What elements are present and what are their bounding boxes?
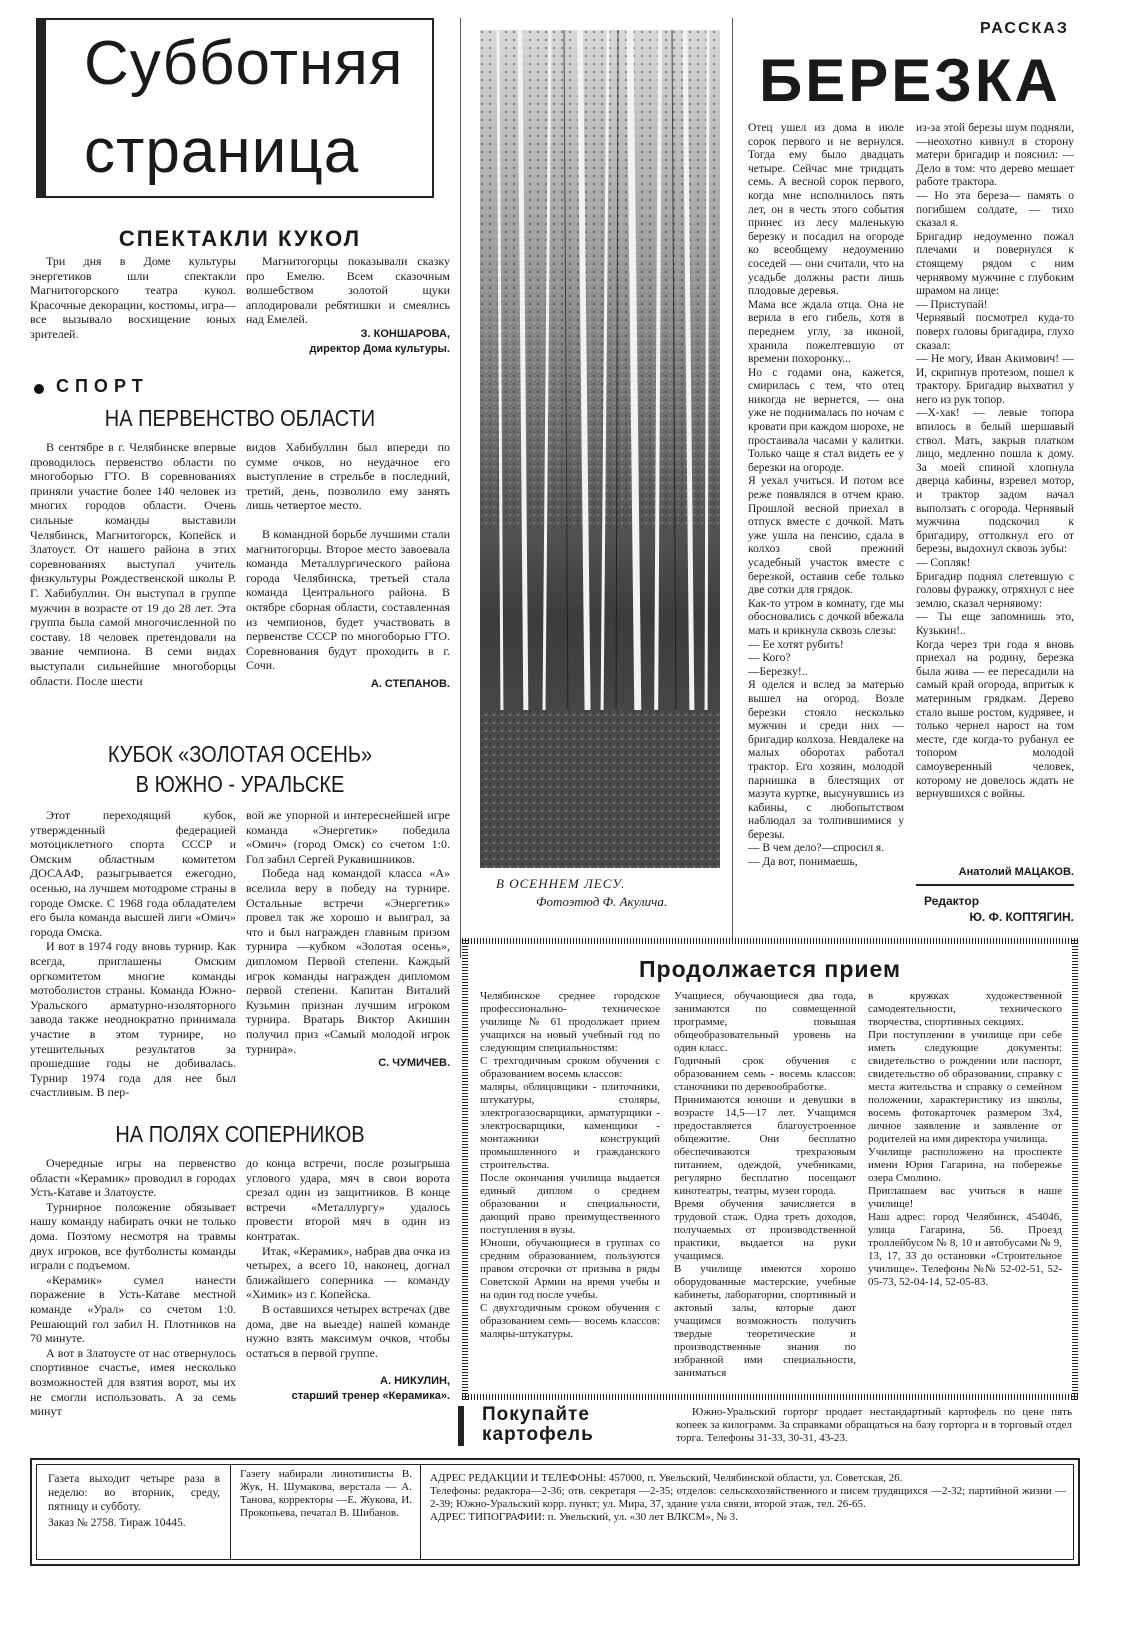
school-title: Продолжается прием	[638, 956, 902, 982]
sport-rubric: СПОРТ	[56, 376, 149, 396]
sport-title: НА ПЕРВЕНСТВО ОБЛАСТИ	[104, 406, 376, 432]
footer-col2: Газету набирали линотиписты В. Жук, Н. Шумакова, верстала — А. Танова, корректоры —Е. Жукова, И. Прокопьева, печатал В. Шибанов.	[240, 1468, 412, 1519]
story-col1	[748, 122, 904, 932]
rivals-sig-name: А. НИКУЛИН,	[380, 1375, 450, 1388]
cup-col1: Этот переходящий кубок, утвержденный федерацией мотоциклетного спорта СССР и Омским областным комитетом ДОСААФ, разыгрывается ежегодно, осенью, на лучшем мотодроме страны в городе Омске. С 1968 года обладателем его была команда высшей лиги «Омич» города Омска. И вот в 1974 году вновь турнир. Как всегда, приглашены Омским оргкомитетом многие команды мотоболистов страны. Команда Южно-Уральского арматурно-изоляторного завода также неоднократно принимала участие в этом турнире, но утешительных результатов за прошедшие годы не добивалась. Турнир 1974 года для нее был счастливым. В пер-	[30, 808, 236, 1100]
story-col2	[916, 122, 1074, 890]
sport-bullet	[34, 384, 44, 394]
story-col1-text: Отец ушел из дома в июле сорок первого и не вернулся. Тогда ему было двадцать четыре. Сейчас мне тридцать семь. А весной сорок первого, когда мне исполнилось пять лет, он в честь этого события принес из лесу маленькую березку и посадил на огороде ко всеобщему недоумению соседей — они считали, что на усадьбе должны расти лишь плодовые деревья. Мама все ждала отца. Она не верила в его гибель, хотя в переднем углу, за иконой, хранила пожелтевшую от времени похоронку... Но с годами она, кажется, смирилась с тем, что отец никогда не вернется, — она уже не поднималась по ночам с кровати при каждом шорохе, не простаивала часами у калитки. Только чаще я стал видеть ее у березки на огороде. Я уехал учиться. И потом все реже появлялся в отчем краю. Прошлой весной приехал в отпуск вместе с дочкой. Мать уже ушла на пенсию, сдала в колхоз свой прежний усадебный участок вместе с березкой, оставив себе только две сотки для грядок. Как-то утром в комнату, где мы обосновались с дочкой вбежала мать и крикнула сквозь слезы: — Ее хотят рубить! — Кого? —Березку!.. Я оделся и вслед за матерью вышел на огород. Возле березки стояло несколько мужчин и среди них — бригадир колхоза. Невдалеке на малых оборотах работал трактор. Его хозяин, молодой парнишка в блестящих от мазута куртке, высунувшись из кабины, с любопытством наблюдал за толпившимися у березы. — В чем дело?—спросил я. — Да вот, понимаешь,	[748, 122, 904, 869]
school-col1: Челябинское среднее городское профессионально- техническое училище № 61 продолжает прием учащихся на новый учебный год по следующим специальностям: С трехгодичным сроком обучения с образованием восемь классов: маляры, облицовщики - плиточники, штукатуры, столяры, электрогазосварщики, арматурщики - электросварщики, каменщики - монтажники конструкций промышленного и гражданского строительства. После окончания училища выдается единый диплом о среднем образовании и специальности, дающий право преимущественного поступления в вузы. Юноши, обучающиеся в группах со средним образованием, пользуются правом отсрочки от призыва в ряды Советской Армии на время учебы и на один год после учебы. С двухгодичным сроком обучения с образованием семь— восемь классов: маляры-штукатуры.	[480, 990, 660, 1340]
puppets-col2: Магнитогорцы показывали сказку про Емелю. Всем сказочным волшебством золотой щуки аплодировали ребятишки и смеялись над Емелей. З. КОНШАРОВА, директор Дома культуры.	[246, 254, 450, 355]
puppets-sig-name: З. КОНШАРОВА,	[360, 327, 450, 340]
puppets-col1: Три дня в Доме культуры энергетиков шли спектакли Магнитогорского театра кукол. Красочные декорации, костюмы, игра— все вызывало восхищение юных зрителей.	[30, 254, 236, 341]
cup-col2: вой же упорной и интереснейшей игре команда «Энергетик» победила «Омич» (город Омск) со счетом 1:0. Гол забил Сергей Рукавишников. Победа над командой класса «А» вселила веру в победу на турнире. Остальные встречи «Энергетик» провел так же хорошо и выиграл, за что и был награжден главным призом турнира —кубком «Золотая осень», дипломом Первой степени. Каждый игрок команды награжден дипломом первой степени. Капитан Виталий Кузьмин признан лучшим игроком турнира. Вратарь Виктор Акишин получил приз «Самый молодой игрок турнира». С. ЧУМИЧЕВ.	[246, 808, 450, 1070]
masthead-line1: Субботняя	[84, 29, 404, 98]
potato-text: Южно-Уральский горторг продает нестандартный картофель по цене пять копеек за килограмм. За справками обращаться на базу горторга и в торговый отдел торга. Телефоны 31-33, 30-31, 43-23.	[676, 1406, 1072, 1445]
cup-sig: С. ЧУМИЧЕВ.	[378, 1057, 450, 1070]
sport-col2: видов Хабибуллин был впереди по сумме очков, но неудачное его выступление в стрельбе в последний, третий, день, позволило ему занять лишь четвертое место. В командной борьбе лучшими стали магнитогорцы. Второе место завоевала команда Металлургического района города Челябинска, третьей стала команда Центрального района. В октябре сборная области, составленная из чемпионов, будет участвовать в первенстве СССР по многоборью ГТО. Соревнования будут проходить в г. Сочи. А. СТЕПАНОВ.	[246, 440, 450, 690]
school-border-top	[462, 938, 1078, 944]
masthead-box	[36, 18, 434, 198]
potato-title2: картофель	[482, 1424, 594, 1445]
photo-divider-left	[460, 18, 461, 958]
editor-label: Редактор	[924, 894, 980, 908]
footer-col3: АДРЕС РЕДАКЦИИ И ТЕЛЕФОНЫ: 457000, п. Увельский, Челябинской области, ул. Советская, 26. Телефоны: редактора—2-36; отв. секретаря —2-35; отделов: сельскохозяйственного и писем трудящихся —2-32; партийной жизни — 2-39; Южно-Уральский корр. пункт; ул. Мира, 37, здание узла связи, второй этаж, тел. 26-65. АДРЕС ТИПОГРАФИИ: п. Увельский, ул. «30 лет ВЛКСМ», № 3.	[430, 1472, 1066, 1523]
cup-title1: КУБОК «ЗОЛОТАЯ ОСЕНЬ»	[107, 742, 373, 768]
rivals-col1: Очередные игры на первенство области «Керамик» проводил в городах Усть-Катаве и Златоусте. Турнирное положение обязывает нашу команду набирать очки не только дома. Поэтому несмотря на травмы двух игроков, все футболисты команды играли с подъемом. «Керамик» сумел нанести поражение в Усть-Катаве местной команде «Урал» со счетом 1:0. Решающий гол забил Н. Плотников на 70 минуте. А вот в Златоусте от нас отвернулось спортивное счастье, имея несколько возможностей для взятия ворот, мы их не смогли использовать. А за семь минут	[30, 1156, 236, 1419]
cup-title2: В ЮЖНО - УРАЛЬСКЕ	[135, 772, 345, 798]
potato-title1: Покупайте	[482, 1404, 590, 1425]
story-label: РАССКАЗ	[980, 20, 1069, 37]
forest-image	[480, 30, 720, 868]
school-border-right	[1072, 938, 1078, 1400]
editor-name: Ю. Ф. КОПТЯГИН.	[969, 910, 1074, 924]
photo-divider-right	[732, 18, 733, 938]
puppets-title: СПЕКТАКЛИ КУКОЛ	[118, 226, 362, 251]
school-col2: Учащиеся, обучающиеся два года, занимаются по совмещенной программе, повышая общеобразовательный уровень на один класс. Годичный срок обучения с образованием семь - восемь классов: станочники по деревообработке. Принимаются юноши и девушки в возрасте 14,5—17 лет. Учащимся предоставляется благоустроенное общежитие. Они бесплатно обеспечиваются трехразовым питанием, одеждой, учебниками, регулярно бесплатно посещают кинотеатры, театры, музеи города. Время обучения зачисляется в трудовой стаж. Одна треть доходов, получаемых от производственной практики, выдается на руки учащимся. В училище имеются хорошо оборудованные мастерские, учебные кабинеты, лаборатории, спортивный и актовый залы, которые дают учащимся возможность получить твердые теоретические и производственные знания по избранной ими специальности, заниматься	[674, 990, 856, 1379]
masthead-line2: страница	[84, 117, 360, 186]
footer-div1	[230, 1464, 231, 1560]
photo-caption-1: В ОСЕННЕМ ЛЕСУ.	[496, 876, 626, 891]
school-col3: в кружках художественной самодеятельности, технического творчества, спортивных секциях. При поступлении в училище при себе иметь следующие документы: свидетельство о рождении или паспорт, свидетельство об образовании, справку с места жительства и справку о семейном положении, характеристику из школы, восемь фотокарточек размером 3х4, личное заявление и заявление от родителей на имя директора училища. Училище расположено на проспекте имени Юрия Гагарина, на побережье озера Смолино. Приглашаем вас учиться в наше училище! Наш адрес: город Челябинск, 454046, улица Гагарина, 56. Проезд троллейбусом № 8, 10 и автобусами № 9, 13, 17, 33 до остановки «Строительное училище». Телефоны №№ 52-02-51, 52-05-73, 52-04-14, 52-05-83.	[868, 990, 1062, 1288]
footer-div2	[420, 1464, 421, 1560]
forest-photo	[480, 30, 720, 868]
rivals-sig-role: старший тренер «Керамика».	[291, 1389, 450, 1402]
story-title: БЕРЕЗКА	[759, 47, 1061, 114]
puppets-sig-role: директор Дома культуры.	[309, 342, 450, 355]
editor-rule	[916, 884, 1074, 886]
story-col2-text: из-за этой березы шум подняли,—неохотно кивнул в сторону матери бригадир и пояснил: — Дело в том: что дерево мешает работе трактора. — Но эта береза— память о погибшем солдате, — тихо сказал я. Бригадир недоуменно пожал плечами и повернулся к стоящему рядом с ним чернявому мужчине с глубоким шрамом на лице: — Приступай! Чернявый посмотрел куда-то поверх головы бригадира, глухо сказал: — Не могу, Иван Акимович! — И, скрипнув протезом, пошел к трактору. Бригадир выхватил у него из рук топор. —Х-хак! — левые топора впилось в белый шершавый ствол. Мать, закрыв платком лицо, медленно пошла к дому. За моей спиной хлопнула дверца кабины, взревел мотор, и трактор задом начал выползать с огорода. Чернявый мужчина подскочил к бригадиру, оттолкнул его от березы, выдохнул сквозь зубы: — Сопляк! Бригадир поднял слетевшую с головы фуражку, отряхнул с нее землю, сказал чернявому: — Ты еще запомнишь это, Кузькин!.. Когда через три года я вновь приехал на родину, березка была жива — ее пересадили на самый край огорода, впритык к материным грядкам. Дерево стало выше ростом, кудрявее, и только чернел нарост на том месте, где когда-то рубанул ее топором молодой самоуверенный человек, которому не довелось ждать не вернувшихся с войны.	[916, 122, 1074, 801]
sport-sig: А. СТЕПАНОВ.	[370, 677, 450, 690]
school-border-bottom	[462, 1394, 1078, 1400]
sport-col1: В сентябре в г. Челябинске впервые проводилось первенство области по многоборью ГТО. В соревнованиях приняли участие более 140 человек из многих городов области. Очень сильные команды выставили Челябинск, Магнитогорск, Копейск и Златоуст. От нашего района в этих соревнованиях выступал учитель физкультуры Рождественской школы Р. Г. Хабибуллин. Он выступал в группе мужчин в возрасте от 19 до 28 лет. Эта группа была самой многочисленной по составу. 18 человек претендовали на звание чемпиона. В семи видах выступали сильнейшие многоборцы области. После шести	[30, 440, 236, 688]
school-border-left	[462, 938, 468, 1400]
photo-caption-2: Фотоэтюд Ф. Акулича.	[536, 894, 668, 909]
potato-bar	[458, 1406, 464, 1446]
rivals-title: НА ПОЛЯХ СОПЕРНИКОВ	[115, 1122, 365, 1148]
story-sig: Анатолий МАЦАКОВ.	[958, 866, 1074, 878]
rivals-col2: до конца встречи, после розыгрыша углового удара, мяч в свои ворота срезал один из защитников. В конце встречи «Металлургу» удалось провести второй мяч в один из контратак. Итак, «Керамик», набрав два очка из четырех, а всего 10, наконец, догнал ближайшего соперника — команду «Химик» из г. Копейска. В оставшихся четырех встречах (две дома, две на выезде) нашей команде нужно взять максимум очков, чтобы остаться в первой группе. А. НИКУЛИН, старший тренер «Керамика».	[246, 1156, 450, 1402]
footer-col1: Газета выходит четыре раза в неделю: во вторник, среду, пятницу и субботу. Заказ № 2758. Тираж 10445.	[48, 1473, 220, 1529]
